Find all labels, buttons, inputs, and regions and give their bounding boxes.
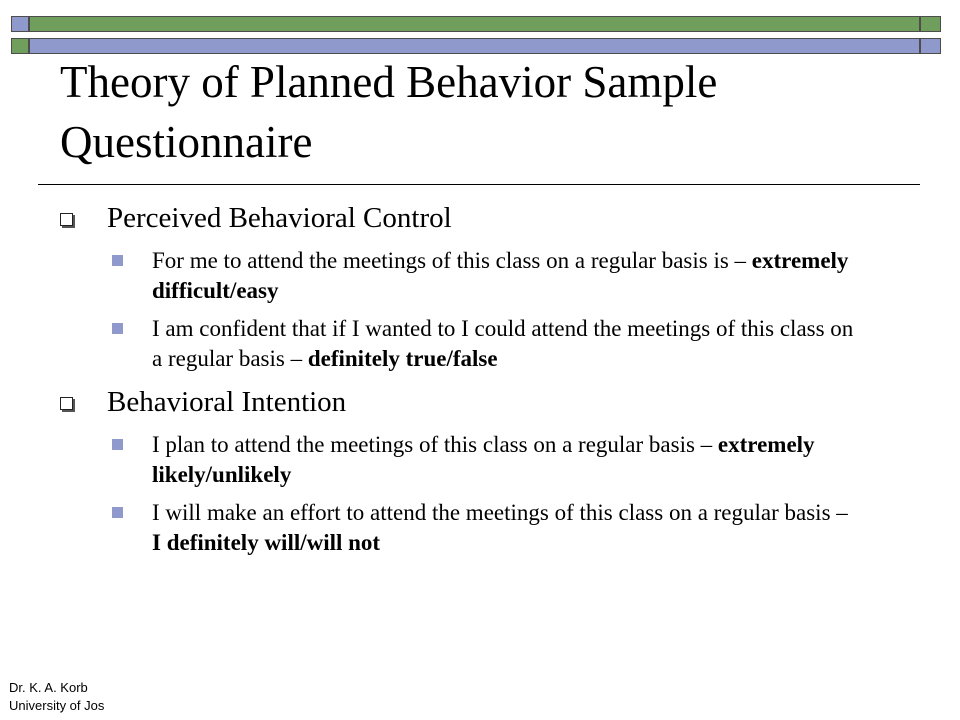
item-emphasis: extremely likely/unlikely bbox=[152, 432, 815, 487]
bar-blue-right bbox=[920, 38, 941, 54]
bar-blue-left bbox=[11, 16, 29, 32]
slide-title: Theory of Planned Behavior Sample Questionnaire bbox=[60, 57, 718, 167]
hollow-square-bullet-icon bbox=[60, 397, 73, 410]
list-item bbox=[60, 314, 860, 374]
list-item bbox=[60, 430, 860, 490]
section-heading-text: Perceived Behavioral Control bbox=[107, 202, 452, 234]
section-heading-perceived-behavioral-control bbox=[60, 198, 860, 238]
author-name: Dr. K. A. Korb bbox=[9, 680, 88, 695]
filled-square-bullet-icon bbox=[112, 507, 123, 518]
author-footer bbox=[9, 679, 104, 715]
bar-green-left bbox=[11, 38, 29, 54]
item-emphasis: extremely difficult/easy bbox=[152, 248, 849, 303]
section-heading-text: Behavioral Intention bbox=[107, 386, 347, 418]
slide-body bbox=[60, 196, 860, 558]
author-affiliation: University of Jos bbox=[9, 698, 105, 713]
filled-square-bullet-icon bbox=[112, 255, 123, 266]
section-heading-behavioral-intention bbox=[60, 382, 860, 422]
bar-green-right bbox=[920, 16, 941, 32]
item-emphasis: I definitely will/will not bbox=[152, 530, 381, 555]
item-text: I am confident that if I wanted to I could attend the meetings of this class on a regular basis – bbox=[152, 316, 854, 371]
top-decoration-bar-upper bbox=[0, 16, 960, 32]
list-item bbox=[60, 498, 860, 558]
title-underline bbox=[38, 184, 920, 185]
hollow-square-bullet-icon bbox=[60, 213, 73, 226]
item-emphasis: definitely true/false bbox=[307, 346, 498, 371]
list-item bbox=[60, 246, 860, 306]
item-text: I will make an effort to attend the meetings of this class on a regular basis – bbox=[152, 500, 848, 525]
item-text: I plan to attend the meetings of this class on a regular basis – bbox=[152, 432, 718, 457]
filled-square-bullet-icon bbox=[112, 323, 123, 334]
item-text: For me to attend the meetings of this class on a regular basis is – bbox=[152, 248, 752, 273]
filled-square-bullet-icon bbox=[112, 439, 123, 450]
bar-green-long bbox=[29, 16, 920, 32]
